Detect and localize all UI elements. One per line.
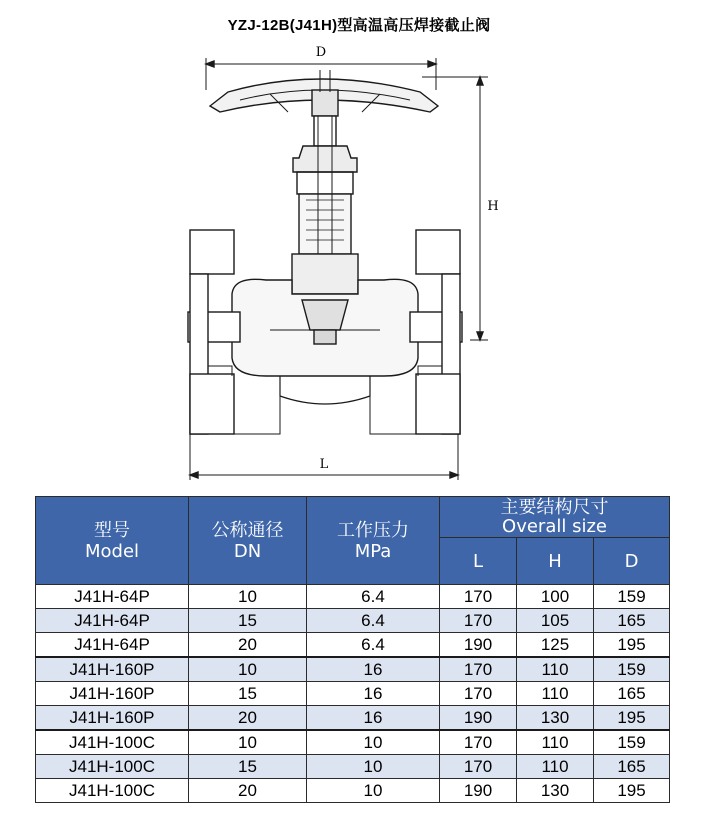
cell-dn: 10: [189, 730, 307, 755]
cell-mpa: 6.4: [307, 585, 440, 609]
cell-model: J41H-64P: [36, 585, 189, 609]
header-size-en: Overall size: [502, 516, 607, 537]
dim-l-label: L: [319, 457, 329, 472]
cell-mpa: 16: [307, 706, 440, 731]
cell-l: 170: [440, 682, 517, 706]
cell-model: J41H-160P: [36, 657, 189, 682]
cell-mpa: 10: [307, 730, 440, 755]
header-size-cn: 主要结构尺寸: [500, 497, 609, 518]
cell-d: 159: [594, 730, 670, 755]
cell-l: 170: [440, 585, 517, 609]
cell-h: 130: [517, 779, 594, 803]
header-h: H: [517, 538, 594, 585]
dim-d-label: D: [315, 45, 327, 60]
cell-mpa: 6.4: [307, 633, 440, 658]
cell-d: 195: [594, 706, 670, 731]
cell-d: 195: [594, 633, 670, 658]
cell-l: 170: [440, 755, 517, 779]
cell-d: 165: [594, 609, 670, 633]
cell-h: 130: [517, 706, 594, 731]
cell-dn: 20: [189, 633, 307, 658]
cell-mpa: 10: [307, 755, 440, 779]
table-row: [36, 657, 670, 682]
cell-dn: 10: [189, 657, 307, 682]
cell-model: J41H-100C: [36, 730, 189, 755]
header-pressure: [307, 497, 440, 585]
cell-h: 105: [517, 609, 594, 633]
table-row: [36, 730, 670, 755]
header-pressure-en: MPa: [354, 540, 392, 562]
cell-model: J41H-64P: [36, 609, 189, 633]
header-dn: [189, 497, 307, 585]
cell-dn: 20: [189, 779, 307, 803]
dim-h-label: H: [487, 199, 499, 214]
cell-l: 170: [440, 609, 517, 633]
header-model: [36, 497, 189, 585]
cell-l: 170: [440, 730, 517, 755]
cell-mpa: 6.4: [307, 609, 440, 633]
cell-model: J41H-160P: [36, 682, 189, 706]
cell-h: 100: [517, 585, 594, 609]
table-row: [36, 706, 670, 731]
cell-d: 165: [594, 755, 670, 779]
page-title: YZJ-12B(J41H)型高温高压焊接截止阀: [227, 17, 491, 34]
cell-mpa: 16: [307, 682, 440, 706]
cell-dn: 20: [189, 706, 307, 731]
cell-dn: 15: [189, 682, 307, 706]
cell-h: 125: [517, 633, 594, 658]
header-dn-en: DN: [233, 540, 262, 562]
table-row: [36, 585, 670, 609]
cell-h: 110: [517, 682, 594, 706]
header-pressure-cn: 工作压力: [337, 519, 409, 541]
cell-d: 165: [594, 682, 670, 706]
cell-l: 190: [440, 779, 517, 803]
cell-model: J41H-100C: [36, 755, 189, 779]
cell-l: 190: [440, 706, 517, 731]
cell-dn: 15: [189, 755, 307, 779]
header-dn-cn: 公称通径: [211, 519, 284, 541]
cell-d: 159: [594, 657, 670, 682]
table-row: [36, 779, 670, 803]
header-l: L: [440, 538, 517, 585]
valve-drawing: [170, 40, 530, 480]
cell-model: J41H-160P: [36, 706, 189, 731]
table-row: [36, 755, 670, 779]
cell-mpa: 10: [307, 779, 440, 803]
header-model-cn: 型号: [94, 519, 130, 541]
table-row: [36, 682, 670, 706]
cell-dn: 10: [189, 585, 307, 609]
cell-model: J41H-64P: [36, 633, 189, 658]
header-overall-size: [440, 497, 670, 538]
cell-dn: 15: [189, 609, 307, 633]
table-row: [36, 609, 670, 633]
cell-l: 170: [440, 657, 517, 682]
cell-d: 159: [594, 585, 670, 609]
cell-h: 110: [517, 755, 594, 779]
cell-l: 190: [440, 633, 517, 658]
cell-h: 110: [517, 730, 594, 755]
header-d: D: [594, 538, 670, 585]
cell-model: J41H-100C: [36, 779, 189, 803]
spec-table: [35, 496, 670, 803]
cell-h: 110: [517, 657, 594, 682]
table-row: [36, 633, 670, 658]
cell-d: 195: [594, 779, 670, 803]
cell-mpa: 16: [307, 657, 440, 682]
header-model-en: Model: [84, 540, 140, 562]
